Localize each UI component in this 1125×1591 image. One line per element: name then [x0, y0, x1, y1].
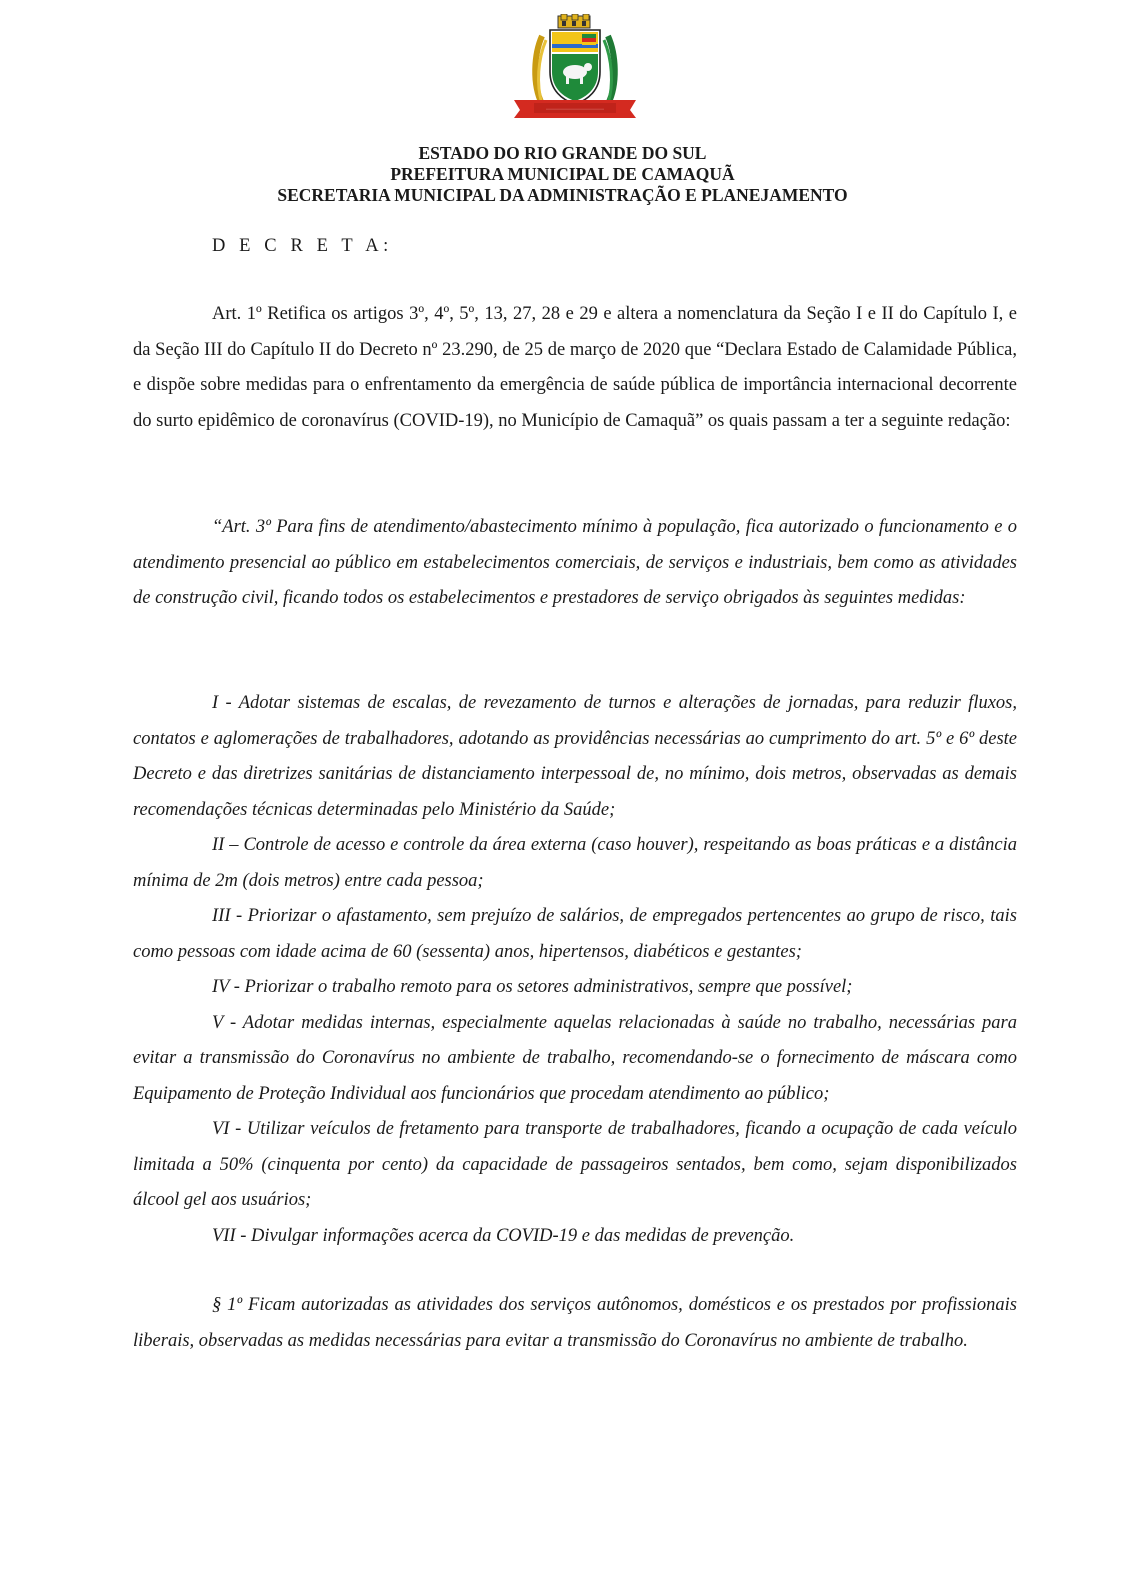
- header-prefecture: PREFEITURA MUNICIPAL DE CAMAQUÃ: [390, 164, 735, 184]
- paragraph-1: § 1º Ficam autorizadas as atividades dos serviços autônomos, domésticos e os prestados por profissionais liberais, observadas as medidas necessárias para evitar a transmissão do Coronavírus no ambiente de trabalho.: [133, 1295, 1017, 1351]
- item-v: V - Adotar medidas internas, especialmente aquelas relacionadas à saúde no trabalho, necessárias para evitar a transmissão do Coronavírus no ambiente de trabalho, recomendando-se o fornecimento de máscara como Equipamento de Proteção Individual aos funcionários que procedam atendimento ao público;: [133, 1012, 1017, 1104]
- header-state: ESTADO DO RIO GRANDE DO SUL: [418, 143, 707, 163]
- item-iii: III - Priorizar o afastamento, sem prejuízo de salários, de empregados pertencentes ao grupo de risco, tais como pessoas com idade acima de 60 (sessenta) anos, hipertensos, diabéticos e gestantes;: [133, 906, 1017, 962]
- article-3: “Art. 3º Para fins de atendimento/abastecimento mínimo à população, fica autorizado o funcionamento e o atendimento presencial ao público em estabelecimentos comerciais, de serviços e industriais, bem como as atividades de construção civil, ficando todos os estabelecimentos e prestadores de serviço obrigados às seguintes medidas:: [133, 517, 1017, 608]
- item-iv: IV - Priorizar o trabalho remoto para os setores administrativos, sempre que possível;: [212, 977, 853, 997]
- item-i: I - Adotar sistemas de escalas, de revezamento de turnos e alterações de jornadas, para reduzir fluxos, contatos e aglomerações de trabalhadores, adotando as providências necessárias ao cumprimento do art. 5º e 6º deste Decreto e das diretrizes sanitárias de distanciamento interpessoal de, no mínimo, dois metros, observadas as demais recomendações técnicas determinadas pelo Ministério da Saúde;: [133, 693, 1017, 820]
- header-secretariat: SECRETARIA MUNICIPAL DA ADMINISTRAÇÃO E PLANEJAMENTO: [277, 185, 848, 205]
- svg-text:·····························: ·····························: [546, 107, 604, 113]
- article-3-items: [133, 686, 1017, 1254]
- item-vi: VI - Utilizar veículos de fretamento para transporte de trabalhadores, ficando a ocupação de cada veículo limitada a 50% (cinquenta por cento) da capacidade de passageiros sentados, bem como, sejam disponibilizados álcool gel aos usuários;: [133, 1119, 1017, 1210]
- document-header: [0, 143, 1125, 206]
- item-vii: VII - Divulgar informações acerca da COVID-19 e das medidas de prevenção.: [212, 1225, 795, 1246]
- article-1: Art. 1º Retifica os artigos 3º, 4º, 5º, 13, 27, 28 e 29 e altera a nomenclatura da Seção I e II do Capítulo I, e da Seção III do Capítulo II do Decreto nº 23.290, de 25 de março de 2020 que “Declara Estado de Calamidade Pública, e dispõe sobre medidas para o enfrentamento da emergência de saúde pública de importância internacional decorrente do surto epidêmico de coronavírus (COVID-19), no Município de Camaquã” os quais passam a ter a seguinte redação:: [133, 304, 1017, 431]
- decreta-heading: D E C R E T A:: [212, 236, 393, 256]
- item-ii: II – Controle de acesso e controle da área externa (caso houver), respeitando as boas práticas e a distância mínima de 2m (dois metros) entre cada pessoa;: [133, 835, 1017, 891]
- municipal-coat-of-arms-icon: [512, 14, 638, 118]
